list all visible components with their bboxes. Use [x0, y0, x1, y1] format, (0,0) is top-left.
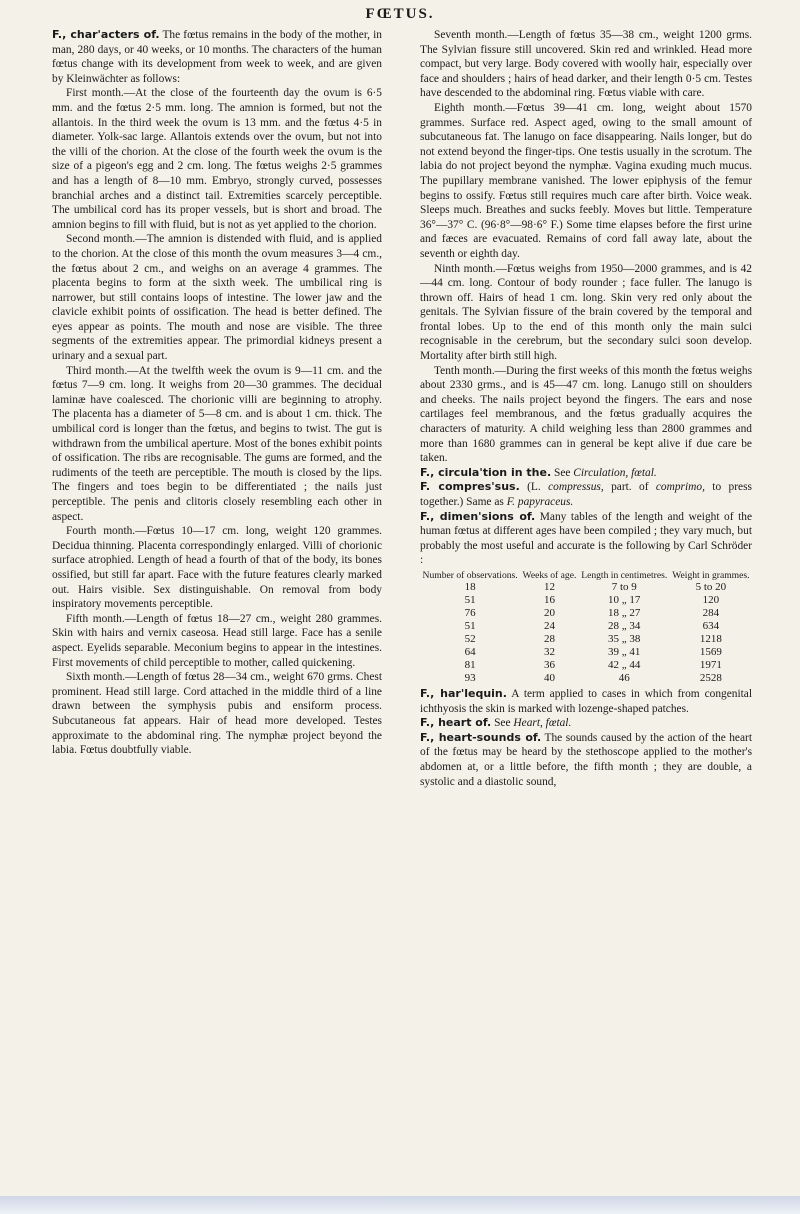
- table-row: [420, 607, 752, 620]
- table-cell: 7 to 9: [611, 580, 637, 593]
- left-column: [52, 28, 382, 758]
- headword-dimensions: F., dimen'sions of.: [420, 509, 536, 523]
- month-1: First month.—At the close of the fourteenth day the ovum is 6·5 mm. and the fœtus 2·5 mm. long. The amnion is formed, but not the allantois. In the third week the ovum is 13 mm. and the fœtus 4·5 in diameter. Yolk-sac large. Allantois extends over the ovum, but not into the villi of the chorion. At the close of the fourth week the ovum is the size of a pigeon's egg and 2 cm. long. The fœtus weighs 2·5 grammes and has a length of 8—10 mm. Embryo, strongly curved, possesses branchial arches and a distinct tail. Extremities scarcely perceptible. The umbilical cord has its proper vessels, but is short and broad. The amnion begins to fill with fluid, but is not as yet applied to the chorion.: [52, 87, 382, 231]
- table-cell: 1218: [699, 632, 722, 645]
- table-cell: 1971: [699, 658, 722, 671]
- circulation-ref: Circulation, fœtal.: [573, 466, 657, 479]
- month-10: Tenth month.—During the first weeks of this month the fœtus weighs about 2330 grms., and is 45—47 cm. long. Lanugo still on shoulders and cheeks. The nails project beyond the fingers. The ears and nose cartilages feel membranous, and the fœtus gradually acquires the characters of maturity. A child weighing less than 2800 grammes and more than 1680 grammes can in general be kept alive if due care be taken.: [420, 364, 752, 465]
- table-header: Number of observations.: [422, 569, 518, 581]
- table-header-row: [420, 571, 752, 581]
- month-9: Ninth month.—Fœtus weighs from 1950—2000 grammes, and is 42—44 cm. long. Contour of body rounder ; face fuller. The lanugo is thrown off. Hairs of head 1 cm. long. Skin very red only about the genitals. The Sylvian fissure of the brain covered by the temporal and frontal lobes. Up to the end of this month only the main sulci recognisable in the cerebrum, but the secondary sulci soon develop. Mortality after birth still high.: [420, 262, 752, 363]
- compressus-text-e: to press together.) Same as: [420, 481, 752, 508]
- table-cell: 51: [464, 619, 476, 632]
- table-cell: 76: [464, 606, 476, 619]
- table-cell: 32: [543, 645, 555, 658]
- table-row: [420, 646, 752, 659]
- table-cell: 28: [543, 632, 555, 645]
- entry-circulation: [420, 466, 752, 481]
- table-cell: 81: [464, 658, 476, 671]
- circulation-text: See: [553, 466, 571, 479]
- table-cell: 42 „ 44: [608, 658, 641, 671]
- month-8: Eighth month.—Fœtus 39—41 cm. long, weight about 1570 grammes. Surface red. Aspect aged, owing to the small amount of subcutaneous fat. The lanugo on face disappearing. Nails longer, but do not extend beyond the finger-tips. One testis usually in the scrotum. The labia do not project beyond the nymphæ. Vagina exuding much mucus. The pupillary membrane vanished. The lower epiphysis of the femur begins to ossify. Fœtus still requires much care after birth. Voice weak. Sleeps much. Breathes and sucks feebly. Moves but little. Temperature 36°—37° C. (96·8°—98·6° F.) Some time elapses before the first urine and fæces are evacuated. Remains of cord fall away late, about the seventh or eighth day.: [420, 101, 752, 260]
- table-row: [420, 633, 752, 646]
- month-6: Sixth month.—Length of fœtus 28—34 cm., weight 670 grms. Chest prominent. Head still large. Cord attached in the middle third of a line drawn between the symphysis pubis and ensiform process. Subcutaneous fat appears. Hair of head more developed. Testes approximate to the abdominal ring. The nymphæ project beyond the labia. Fœtus doubtfully viable.: [52, 671, 382, 757]
- headword-harlequin: F., har'lequin.: [420, 686, 507, 700]
- headword-characters: F., char'acters of.: [52, 28, 160, 41]
- entry-heart: [420, 716, 752, 731]
- table-cell: 64: [464, 645, 476, 658]
- scan-edge-bar: [0, 1196, 800, 1214]
- month-3: Third month.—At the twelfth week the ovum is 9—11 cm. and the fœtus 7—9 cm. long. It weighs from 20—30 grammes. The decidual laminæ have coalesced. The chorionic villi are beginning to atrophy. The placenta has a diameter of 5—8 cm. and is about 1 cm. thick. The umbilical cord is longer than the fœtus, and begins to twist. The gut is withdrawn from the umbilical aperture. Most of the bones exhibit points of ossification. The ribs are recognisable. The gums are formed, and the rudiments of the teeth are perceptible. The mouth is closed by the lips. The fingers and toes begin to be differentiated ; the nails just perceptible. The penis and clitoris closely resembling each other in aspect.: [52, 364, 382, 523]
- characters-intro: The fœtus remains in the body of the mother, in man, 280 days, or 40 weeks, or 10 months. The characters of the human fœtus change with its development from week to week, and are given by Kleinwächter as follows:: [52, 29, 382, 85]
- headword-compressus: F. compres'sus.: [420, 480, 520, 494]
- table-cell: 12: [543, 580, 555, 593]
- compressus-text-c: part. of: [611, 481, 649, 494]
- heart-sounds-text: The sounds caused by the action of the heart of the fœtus may be heard by the stethoscope applied to the mother's abdomen at, or a little before, the fifth month ; they are double, a systolic and a diastolic sound,: [420, 731, 752, 788]
- table-cell: 18 „ 27: [608, 606, 641, 619]
- table-cell: 16: [543, 593, 555, 606]
- heart-ref: Heart, fœtal.: [513, 717, 572, 730]
- entry-heart-sounds: [420, 731, 752, 789]
- table-cell: 1569: [699, 645, 722, 658]
- table-cell: 51: [464, 593, 476, 606]
- headword-heart-sounds: F., heart-sounds of.: [420, 730, 542, 744]
- table-cell: 36: [543, 658, 555, 671]
- table-cell: 120: [702, 593, 720, 606]
- headword-circulation: F., circula'tion in the.: [420, 465, 552, 479]
- entry-characters: [52, 28, 382, 86]
- table-cell: 18: [464, 580, 476, 593]
- table-row: [420, 594, 752, 607]
- table-cell: 46: [618, 671, 630, 684]
- table-cell: 10 „ 17: [608, 593, 641, 606]
- table-row: [420, 581, 752, 594]
- table-cell: 20: [543, 606, 555, 619]
- table-row: [420, 672, 752, 685]
- compressus-text-a: (L.: [527, 481, 541, 494]
- table-cell: 28 „ 34: [608, 619, 641, 632]
- table-cell: 40: [543, 671, 555, 684]
- dimensions-text: Many tables of the length and weight of the human fœtus at different ages have been compiled ; they vary much, but probably the most useful and accurate is the following by Carl Schröder :: [420, 510, 752, 567]
- table-header: Length in centimetres.: [581, 569, 668, 581]
- table-cell: 35 „ 38: [608, 632, 641, 645]
- harlequin-text: A term applied to cases in which from congenital ichthyosis the skin is marked with lozenge-shaped patches.: [420, 687, 753, 715]
- table-cell: 24: [543, 619, 555, 632]
- month-7: Seventh month.—Length of fœtus 35—38 cm., weight 1200 grms. The Sylvian fissure still uncovered. Skin red and wrinkled. Head more compact, but very large. Body covered with woolly hair, especially over face and shoulders ; hairs of head darker, and their length 0·5 cm. Testes have descended to the abdominal ring. Fœtus viable with care.: [420, 29, 752, 100]
- headword-heart: F., heart of.: [420, 716, 492, 730]
- table-cell: 284: [702, 606, 720, 619]
- table-header: Weight in grammes.: [672, 569, 750, 581]
- heart-text: See: [494, 717, 511, 730]
- table-cell: 634: [702, 619, 720, 632]
- compressus-text-b: compressus,: [548, 481, 604, 494]
- compressus-text-d: comprimo,: [655, 481, 705, 494]
- table-header: Weeks of age.: [522, 569, 577, 581]
- month-2: Second month.—The amnion is distended with fluid, and is applied to the chorion. At the close of this month the ovum measures 3—4 cm., the fœtus about 2 cm., and weighs on an average 4 grammes. The placenta begins to form at the sixth week. The umbilical ring is narrower, but still contains loops of intestine. The lower jaw and the clavicle exhibit points of ossification. The head is better defined. The eyes appear as points. The mouth and nose are visible. The three segments of the extremities appear. The primordial kidneys present a urinary and a sexual part.: [52, 233, 382, 363]
- month-5: Fifth month.—Length of fœtus 18—27 cm., weight 280 grammes. Skin with hairs and vernix caseosa. Head still large. Face has a senile aspect. Eyelids separable. Meconium begins to appear in the intestines. First movements of child perceptible to mother, called quickening.: [52, 612, 382, 669]
- table-cell: 39 „ 41: [608, 645, 641, 658]
- month-4: Fourth month.—Fœtus 10—17 cm. long, weight 120 grammes. Decidua thinning. Placenta correspondingly enlarged. Villi of chorionic surface atrophied. Length of head a fourth of that of the body, its bones ossified, but still far apart. Face with the future features clearly marked out. Hairs visible. Sex distinguishable. On removal from body inspiratory movements perceptible.: [52, 525, 382, 611]
- table-row: [420, 620, 752, 633]
- entry-dimensions: [420, 510, 752, 568]
- page-title: FŒTUS.: [365, 6, 435, 22]
- table-cell: 93: [464, 671, 476, 684]
- table-cell: 52: [464, 632, 476, 645]
- entry-harlequin: [420, 687, 752, 716]
- right-column: [420, 28, 752, 789]
- entry-compressus: [420, 480, 752, 509]
- schroder-table: [420, 571, 752, 685]
- table-row: [420, 659, 752, 672]
- compressus-text-f: F. papyraceus.: [506, 496, 574, 508]
- table-cell: 5 to 20: [695, 580, 727, 593]
- table-cell: 2528: [699, 671, 722, 684]
